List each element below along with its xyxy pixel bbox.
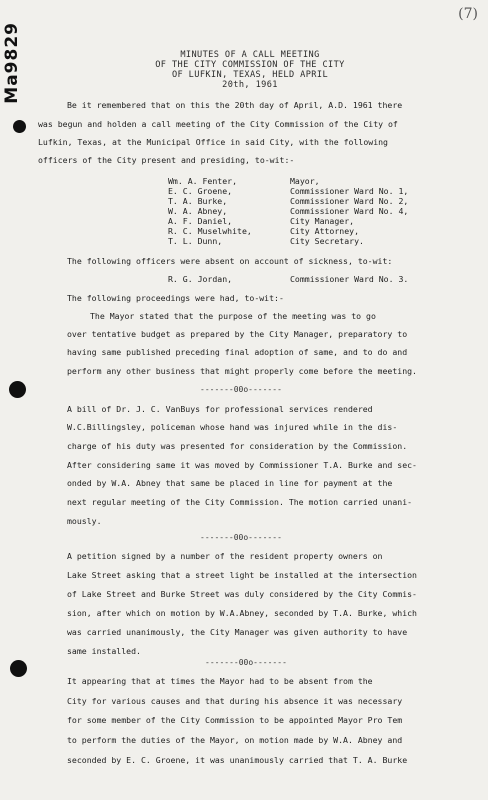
punch-hole — [9, 381, 26, 398]
paragraph-line: charge of his duty was presented for consideration by the Commission. — [67, 441, 408, 451]
section-separator: -------00o------- — [200, 385, 282, 394]
section-separator: -------00o------- — [205, 658, 287, 667]
paragraph-line: seconded by E. C. Groene, it was unanimously carried that T. A. Burke — [67, 755, 408, 765]
paragraph-line: for some member of the City Commission to be appointed Mayor Pro Tem — [67, 715, 403, 725]
officer-name: R. C. Muselwhite, — [168, 226, 252, 236]
paragraph-line: onded by W.A. Abney that same be placed in line for payment at the — [67, 478, 393, 488]
paragraph-line: mously. — [67, 516, 102, 526]
paragraph-line: same installed. — [67, 646, 141, 656]
officer-name: E. C. Groene, — [168, 186, 233, 196]
title-line: OF THE CITY COMMISSION OF THE CITY — [155, 60, 345, 70]
punch-hole — [10, 660, 27, 677]
punch-hole — [13, 120, 26, 133]
officer-name: Wm. A. Fenter, — [168, 176, 238, 186]
archive-stamp: Ma9829 — [2, 22, 22, 104]
intro-line: Be it remembered that on this the 20th day of April, A.D. 1961 there — [67, 100, 403, 110]
paragraph-line: next regular meeting of the City Commission. The motion carried unani- — [67, 497, 413, 507]
paragraph-line: A petition signed by a number of the resident property owners on — [67, 551, 383, 561]
paragraph-line: perform any other business that might properly come before the meeting. — [67, 366, 417, 376]
officer-title: Commissioner Ward No. 2, — [290, 196, 409, 206]
officer-title: Mayor, — [290, 176, 320, 186]
page-mark: (7) — [458, 6, 478, 22]
paragraph-line: The Mayor stated that the purpose of the meeting was to go — [90, 311, 376, 321]
paragraph-line: W.C.Billingsley, policeman whose hand was injured while in the dis- — [67, 422, 398, 432]
paragraph-line: City for various causes and that during his absence it was necessary — [67, 696, 403, 706]
officer-title: Commissioner Ward No. 1, — [290, 186, 409, 196]
paragraph-line: sion, after which on motion by W.A.Abney, seconded by T.A. Burke, which — [67, 608, 417, 618]
paragraph-line: over tentative budget as prepared by the City Manager, preparatory to — [67, 329, 408, 339]
officer-title: City Attorney, — [290, 226, 360, 236]
title-line: MINUTES OF A CALL MEETING — [180, 50, 320, 60]
proceedings-intro: The following proceedings were had, to-wit:- — [67, 293, 284, 303]
absent-title: Commissioner Ward No. 3. — [290, 274, 409, 284]
officer-title: City Secretary. — [290, 236, 364, 246]
paragraph-line: of Lake Street and Burke Street was duly considered by the City Commis- — [67, 589, 417, 599]
title-line: OF LUFKIN, TEXAS, HELD APRIL — [171, 70, 329, 80]
paragraph-line: to perform the duties of the Mayor, on motion made by W.A. Abney and — [67, 735, 403, 745]
title-line: 20th, 1961 — [222, 80, 278, 90]
paragraph-line: was carried unanimously, the City Manager was given authority to have — [67, 627, 408, 637]
intro-line: officers of the City present and presiding, to-wit:- — [38, 155, 295, 165]
officer-name: A. F. Daniel, — [168, 216, 233, 226]
intro-line: Lufkin, Texas, at the Municipal Office in said City, with the following — [38, 137, 388, 147]
intro-line: was begun and holden a call meeting of the City Commission of the City of — [38, 119, 398, 129]
minutes-title — [150, 50, 350, 90]
officer-title: Commissioner Ward No. 4, — [290, 206, 409, 216]
section-separator: -------00o------- — [200, 533, 282, 542]
paragraph-line: having same published preceding final adoption of same, and to do and — [67, 347, 408, 357]
officer-name: W. A. Abney, — [168, 206, 228, 216]
officer-name: T. A. Burke, — [168, 196, 228, 206]
officer-title: City Manager, — [290, 216, 355, 226]
absent-name: R. G. Jordan, — [168, 274, 233, 284]
paragraph-line: A bill of Dr. J. C. VanBuys for professional services rendered — [67, 404, 373, 414]
paragraph-line: It appearing that at times the Mayor had to be absent from the — [67, 676, 373, 686]
absent-intro: The following officers were absent on account of sickness, to-wit: — [67, 256, 393, 266]
paragraph-line: After considering same it was moved by Commissioner T.A. Burke and sec- — [67, 460, 417, 470]
paragraph-line: Lake Street asking that a street light be installed at the intersection — [67, 570, 417, 580]
officer-name: T. L. Dunn, — [168, 236, 223, 246]
